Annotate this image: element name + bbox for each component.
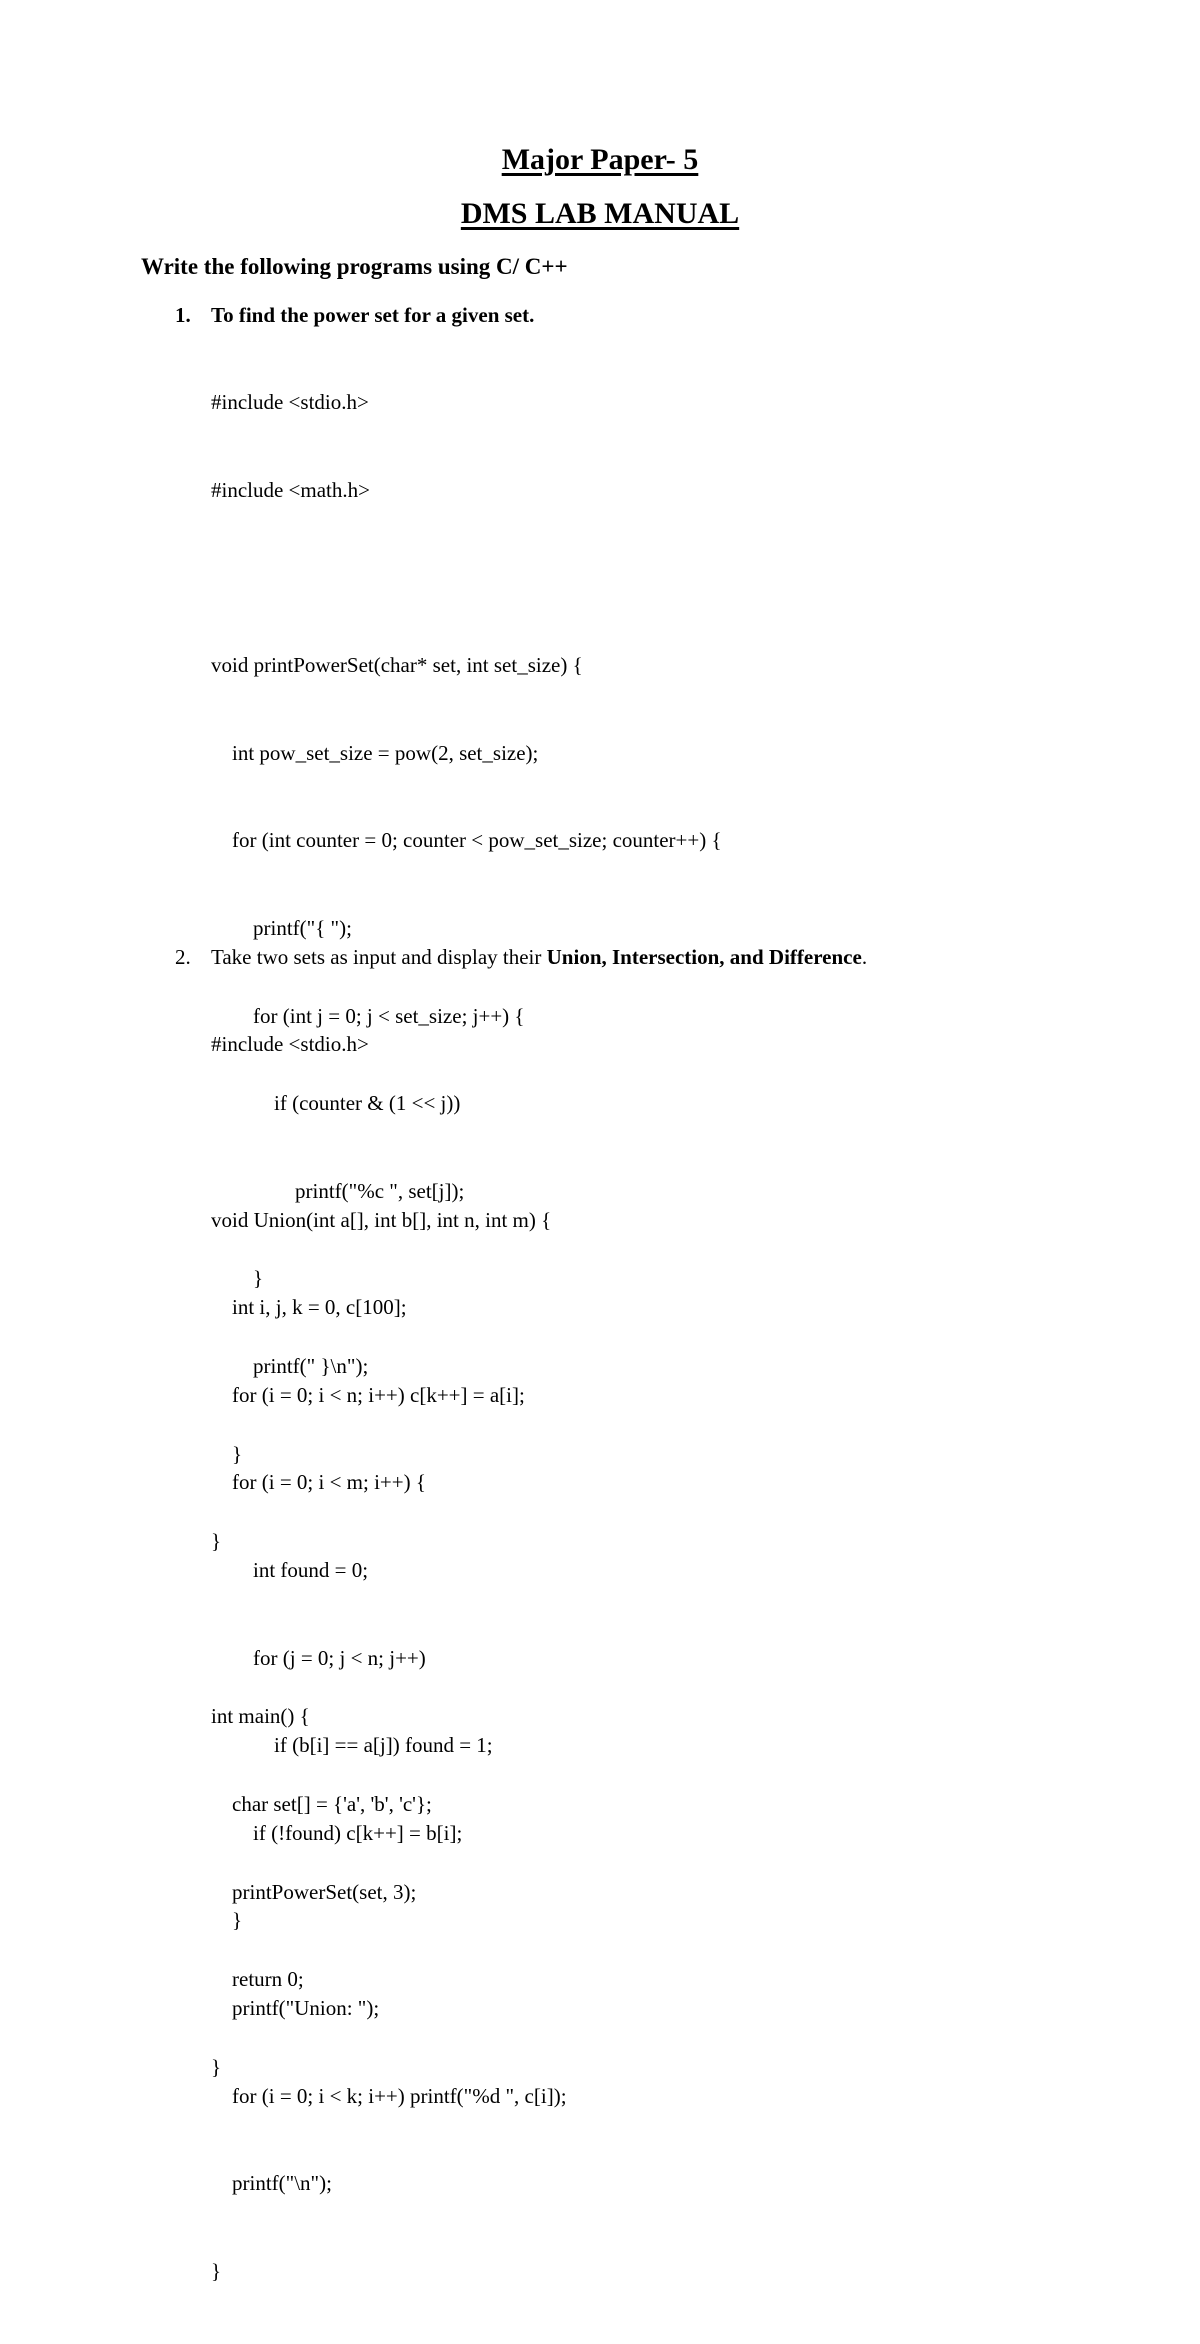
question-2-code	[211, 972, 567, 2344]
code-line: }	[211, 1908, 243, 1933]
code-line: if (!found) c[k++] = b[i];	[211, 1820, 463, 1845]
code-line: #include <stdio.h>	[211, 390, 369, 415]
code-line: void Union(int a[], int b[], int n, int m) {	[211, 1207, 552, 1232]
code-line: }	[211, 2054, 222, 2079]
question-1-heading: To find the power set for a given set.	[211, 303, 535, 327]
code-line: #include <math.h>	[211, 478, 370, 502]
code-line: if (b[i] == a[j]) found = 1;	[211, 1733, 493, 1758]
code-line: char set[] = {'a', 'b', 'c'};	[211, 1791, 432, 1816]
code-line: return 0;	[211, 1967, 304, 1992]
code-line: void printPowerSet(char* set, int set_size) {	[211, 653, 583, 678]
code-line: for (i = 0; i < m; i++) {	[211, 1470, 426, 1495]
code-line: printf("Union: ");	[211, 1995, 380, 2020]
code-line: }	[211, 2258, 222, 2283]
code-line: for (i = 0; i < k; i++) printf("%d ", c[i]);	[211, 2083, 567, 2108]
code-line: int found = 0;	[211, 1557, 369, 1582]
code-line: #include <stdio.h>	[211, 1032, 369, 1057]
code-line: int pow_set_size = pow(2, set_size);	[211, 740, 539, 765]
code-line: printf("%c ", set[j]);	[211, 1178, 465, 1203]
manual-title: DMS LAB MANUAL	[460, 197, 740, 230]
page-title: Major Paper- 5	[501, 143, 699, 176]
question-2-heading-end: .	[861, 945, 868, 969]
code-line: }	[211, 1266, 264, 1291]
code-line: for (i = 0; i < n; i++) c[k++] = a[i];	[211, 1382, 525, 1407]
question-2-heading-emphasis: Union, Intersection, and Difference	[546, 945, 862, 969]
question-2-heading-text: Take two sets as input and display their	[211, 945, 547, 969]
question-2-number: 2.	[175, 945, 191, 969]
code-line: if (counter & (1 << j))	[211, 1091, 461, 1116]
code-line: for (int counter = 0; counter < pow_set_size; counter++) {	[211, 828, 722, 853]
code-line: printPowerSet(set, 3);	[211, 1879, 417, 1904]
question-2-heading	[211, 943, 867, 972]
code-line: printf(" }\n");	[211, 1353, 369, 1378]
code-line: int i, j, k = 0, c[100];	[211, 1295, 407, 1320]
code-line: printf("{ ");	[211, 915, 352, 940]
code-line	[211, 1118, 567, 1147]
code-line: int main() {	[211, 1704, 310, 1729]
question-1-number: 1.	[175, 303, 191, 327]
code-line: for (int j = 0; j < set_size; j++) {	[211, 1003, 525, 1028]
code-line: }	[211, 1441, 243, 1466]
code-line: }	[211, 1529, 222, 1554]
code-line	[211, 564, 722, 593]
code-line: for (j = 0; j < n; j++)	[211, 1645, 426, 1670]
instruction-text: Write the following programs using C/ C++	[141, 254, 568, 279]
code-line: printf("\n");	[211, 2171, 332, 2196]
